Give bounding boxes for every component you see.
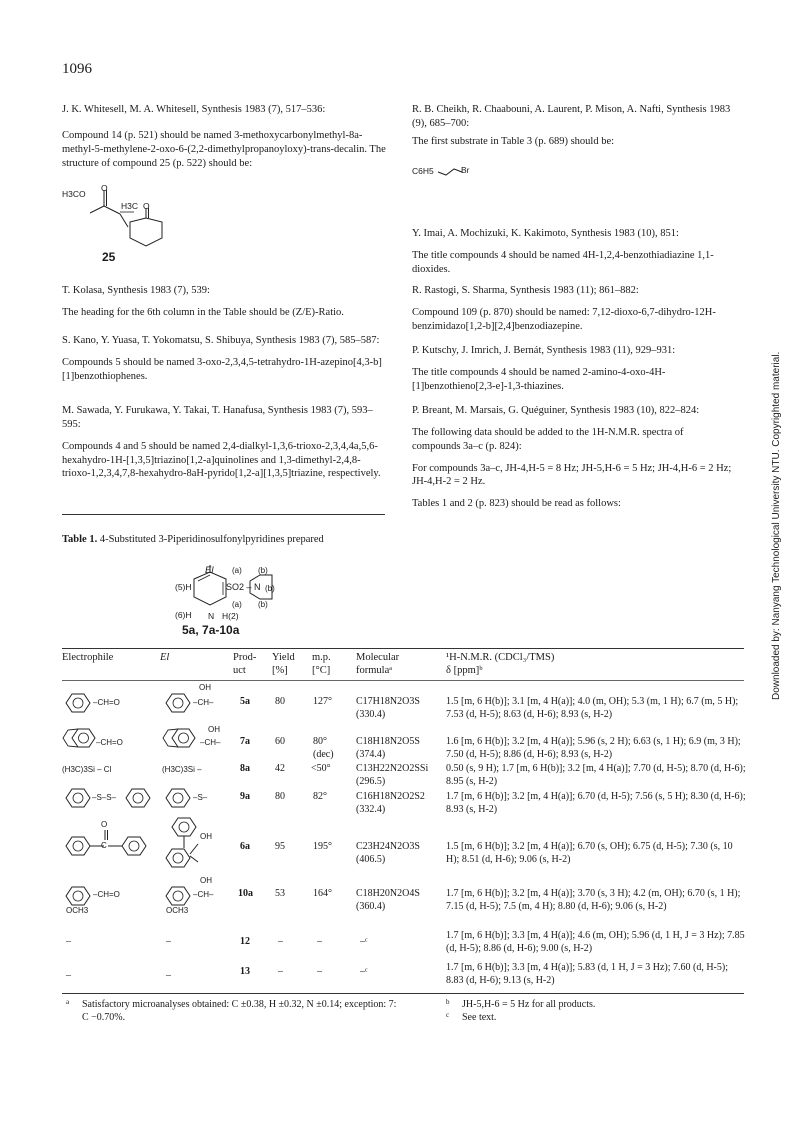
r8-nmr: 1.7 [m, 6 H(b)]; 3.3 [m, 4 H(a)]; 5.83 (d, 1 H, J = 3 Hz); 7.60 (d, H-5); 8.83 (d, H-6); 9.13 (s, H-2) [446,962,728,986]
benzene-ring-icon [62,691,92,715]
substrate-formula: C6H5 [412,166,434,176]
r6-yield: 53 [275,888,285,899]
r1-yield: 80 [275,696,285,707]
benzodioxole-icon [162,726,196,750]
correction-text: The following data should be added to the 1H-N.M.R. spectra of compounds 3a–c (p. 824): [412,426,684,452]
citation: J. K. Whitesell, M. A. Whitesell, Synthesis 1983 (7), 517–536: [62,104,326,115]
footnote-c: See text. [462,1012,497,1023]
r6-mp: 164° [313,888,332,899]
r5-formula: C23H24N2O3S (406.5) [356,841,420,865]
citation: R. B. Cheikh, R. Chaabouni, A. Laurent, P. Mison, A. Nafti, Synthesis 1983 (9), 685–700: [412,104,731,129]
correction-text: The title compounds 4 should be named 4H-1,2,4-benzothiadiazine 1,1-dioxides. [412,249,714,275]
r4-mp: 82° [313,791,327,802]
r8-electrophile: – [66,970,71,981]
r8-product: 13 [240,966,250,977]
r6-el-oh: OH [200,876,212,885]
col-header-product: Prod- uct [233,652,257,677]
divider [62,514,385,515]
gs-a-bot: (a) [232,600,242,609]
r4-yield: 80 [275,791,285,802]
erratum-whitesell [62,103,388,170]
r5-el-oh: OH [200,832,212,841]
structure-25-label: 25 [102,250,116,264]
citation: R. Rastogi, S. Sharma, Synthesis 1983 (11); 861–882: [412,285,639,296]
table-caption: 4-Substituted 3-Piperidinosulfonylpyridines prepared [97,534,324,545]
col-header-mp: m.p. [°C] [312,652,331,677]
footnote-c-mark: c [446,1011,450,1019]
substrate-formula-end: Br [461,165,470,175]
r2-nmr: 1.6 [m, 6 H(b)]; 3.2 [m, 4 H(a)]; 5.96 (s, 2 H); 6.63 (s, 1 H); 6.9 (m, 3 H); 7.50 (d, H-5); 8.86 (d, H-6); 8.93 (s, H-2) [446,736,741,760]
r3-formula: C13H22N2O2SSi (296.5) [356,763,429,787]
citation: T. Kolasa, Synthesis 1983 (7), 539: [62,285,210,296]
benzene-ring-icon [162,884,192,908]
gs-h5: (5)H [175,582,192,592]
tables-note: Tables 1 and 2 (p. 823) should be read as follows: [412,498,621,510]
general-structure-label: 5a, 7a-10a [182,623,240,637]
gs-h2: H(2) [222,611,239,621]
r7-formula: –ᶜ [360,936,368,947]
gs-n: N [208,611,215,621]
benzene-ring-icon [62,786,92,810]
col-header-formula: Molecular formulaᵃ [356,652,400,677]
erratum-kutschy [412,344,734,394]
r4-nmr: 1.7 [m, 6 H(b)]; 3.2 [m, 4 H(a)]; 6.70 (d, H-5); 7.56 (s, 5 H); 8.30 (d, H-6); 8.93 (s, H-2) [446,791,746,815]
citation: M. Sawada, Y. Furukawa, Y. Takai, T. Hanafusa, Synthesis 1983 (7), 593–595: [62,405,373,430]
erratum-kano [62,334,388,384]
struct-text-o-top: O [101,183,108,193]
r2-electrophile-cho: –CH=O [96,738,123,747]
r8-formula: –ᶜ [360,966,368,977]
r5-nmr: 1.5 [m, 6 H(b)]; 3.2 [m, 4 H(a)]; 6.70 (s, OH); 6.75 (d, H-5); 7.30 (s, 10 H); 8.51 (d, H-6); 9.06 (s, H-2) [446,841,733,865]
gs-el: El [205,565,214,576]
correction-text: Compounds 5 should be named 3-oxo-2,3,4,5-tetrahydro-1H-azepino[4,3-b][1]benzothiophenes. [62,356,382,382]
benzene-ring-icon [62,884,92,908]
r7-mp: – [317,936,322,947]
correction-text: Compound 109 (p. 870) should be named: 7,12-dioxo-6,7-dihydro-12H-benzimidazo[1,2-b][2,4]benzodiazepine. [412,306,716,332]
struct-text-h3co: H3CO [62,189,86,199]
correction-text: Compound 14 (p. 521) should be named 3-methoxycarbonylmethyl-8a-methyl-5-methylene-2-oxo-6-(2,2-dimethylpropanoyloxy)-trans-decalin. The structure of compound 25 (p. 522) should be: [62,129,386,169]
r2-yield: 60 [275,736,285,747]
erratum-rastogi [412,284,734,334]
r6-el-choh: –CH– [193,890,214,899]
erratum-sawada [62,404,388,481]
r2-mp: 80° (dec) [313,736,334,760]
benzene-ring-icon [162,691,192,715]
col-header-yield: Yield [%] [272,652,295,677]
footnote-b: JH-5,H-6 = 5 Hz for all products. [462,999,596,1010]
download-notice: Downloaded by: Nanyang Technological University NTU. Copyrighted material. [771,351,782,700]
coupling-constants: For compounds 3a–c, JH-4,H-5 = 8 Hz; JH-5,H-6 = 5 Hz; JH-4,H-6 = 2 Hz; JH-4,H-2 = 2 Hz. [412,462,732,488]
struct-text-h3c: H3C [121,201,139,211]
page-number: 1096 [62,61,92,77]
footnote-a-mark: a [66,998,70,1006]
citation: Y. Imai, A. Mochizuki, K. Kakimoto, Synthesis 1983 (10), 851: [412,228,679,239]
r4-el-s: –S– [193,793,208,802]
benzene-ring-icon [162,786,192,810]
r4-formula: C16H18N2O2S2 (332.4) [356,791,425,815]
r2-el-choh: –CH– [200,738,221,747]
r2-el-oh: OH [208,725,220,734]
gs-b-right: (b) [265,584,275,593]
table-number: Table 1. [62,534,98,545]
footnote-b-mark: b [446,998,450,1006]
citation: S. Kano, Y. Yuasa, T. Yokomatsu, S. Shibuya, Synthesis 1983 (7), 585–587: [62,335,380,346]
gs-h6: (6)H [175,610,192,620]
r7-nmr: 1.7 [m, 6 H(b)]; 3.3 [m, 4 H(a)]; 4.6 (m, OH); 5.96 (d, 1 H, J = 3 Hz); 7.85 (d, H-5); 8.86 (d, H-6); 9.00 (s, H-2) [446,930,745,954]
r3-el: (H3C)3Si – [162,765,202,774]
struct-text-o-bottom: O [143,201,150,211]
citation: P. Kutschy, J. Imrich, J. Bernát, Synthesis 1983 (11), 929–931: [412,345,676,356]
r1-el-oh: OH [199,683,211,692]
r7-product: 12 [240,936,250,947]
table-title [62,533,324,547]
r3-mp: <50° [311,763,331,774]
r8-el: – [166,970,171,981]
benzodioxole-icon [62,726,96,750]
correction-text: The title compounds 4 should be named 2-amino-4-oxo-4H-[1]benzothieno[2,3-e]-1,3-thiazines. [412,366,666,392]
r4-product: 9a [240,791,250,802]
r7-yield: – [278,936,283,947]
r3-product: 8a [240,763,250,774]
correction-text: Compounds 4 and 5 should be named 2,4-dialkyl-1,3,6-trioxo-2,3,4,4a,5,6-hexahydro-1H-[1,3,5]triazino[1,2-a]quinolines and 1,3-dimethyl-2,4,8-trioxo-1,2,3,4,7,8-hexahydro-8aH-pyrido[1,2-a][1,3,5]triazine, respectively. [62,440,381,480]
table-bottom-rule [62,993,744,994]
r6-formula: C18H20N2O4S (360.4) [356,888,420,912]
citation: P. Breant, M. Marsais, G. Quéguiner, Synthesis 1983 (10), 822–824: [412,405,700,416]
erratum-imai [412,227,734,277]
r6-el-och3: OCH3 [166,906,189,915]
r3-yield: 42 [275,763,285,774]
r5-mp: 195° [313,841,332,852]
r7-electrophile: – [66,936,71,947]
correction-text: The heading for the 6th column in the Table should be (Z/E)-Ratio. [62,306,344,318]
erratum-breant [412,404,734,511]
gs-so2n: SO2 – N [226,582,261,592]
r7-el: – [166,936,171,947]
r1-formula: C17H18N2O3S (330.4) [356,696,420,720]
r1-mp: 127° [313,696,332,707]
r6-product: 10a [238,888,253,899]
diphenylmethanol-icon [162,814,232,874]
r1-nmr: 1.5 [m, 6 H(b)]; 3.1 [m, 4 H(a)]; 4.0 (m, OH); 5.3 (m, 1 H); 6.7 (m, 5 H); 7.53 (d, H-5); 8.63 (d, H-6); 8.93 (s, H-2) [446,696,739,720]
table-top-rule [62,648,744,649]
table-header-rule [62,680,744,681]
benzophenone-icon [62,826,158,858]
r5-electrophile-c: C [101,841,107,850]
r5-product: 6a [240,841,250,852]
footnote-a: Satisfactory microanalyses obtained: C ±0.38, H ±0.32, N ±0.14; exception: 7: C −0.70%. [82,999,397,1023]
r3-nmr: 0.50 (s, 9 H); 1.7 [m, 6 H(b)]; 3.2 [m, 4 H(a)]; 7.70 (d, H-5); 8.70 (d, H-6); 8.95 (s, H-2) [446,763,746,787]
benzene-ring-icon [122,786,152,810]
gs-a-top: (a) [232,566,242,575]
r2-formula: C18H18N2O5S (374.4) [356,736,420,760]
r1-product: 5a [240,696,250,707]
erratum-kolasa [62,284,388,320]
r4-electrophile-ss: –S–S– [92,793,117,802]
col-header-electrophile: Electrophile [62,652,114,663]
r8-mp: – [317,966,322,977]
r5-electrophile-o: O [101,820,108,829]
r2-product: 7a [240,736,250,747]
r6-nmr: 1.7 [m, 6 H(b)]; 3.2 [m, 4 H(a)]; 3.70 (s, 3 H); 4.2 (m, OH); 6.70 (s, 1 H); 7.15 (d, H-5); 7.5 (m, 4 H); 8.80 (d, H-6); 9.06 (s, H-2) [446,888,741,912]
col-header-nmr: ¹H-N.M.R. (CDCl₃/TMS) δ [ppm]ᵇ [446,652,555,677]
r1-electrophile-cho: –CH=O [93,698,120,707]
r5-yield: 95 [275,841,285,852]
r1-el-choh: –CH– [193,698,214,707]
correction-text: The first substrate in Table 3 (p. 689) should be: [412,135,615,147]
r6-electrophile-cho: –CH=O [93,890,120,899]
r8-yield: – [278,966,283,977]
r6-electrophile-och3: OCH3 [66,906,89,915]
gs-b-bot: (b) [258,600,268,609]
col-header-el: El [160,652,170,663]
gs-b-top: (b) [258,566,268,575]
r3-electrophile: (H3C)3Si – Cl [62,765,112,774]
erratum-cheikh [412,103,734,149]
